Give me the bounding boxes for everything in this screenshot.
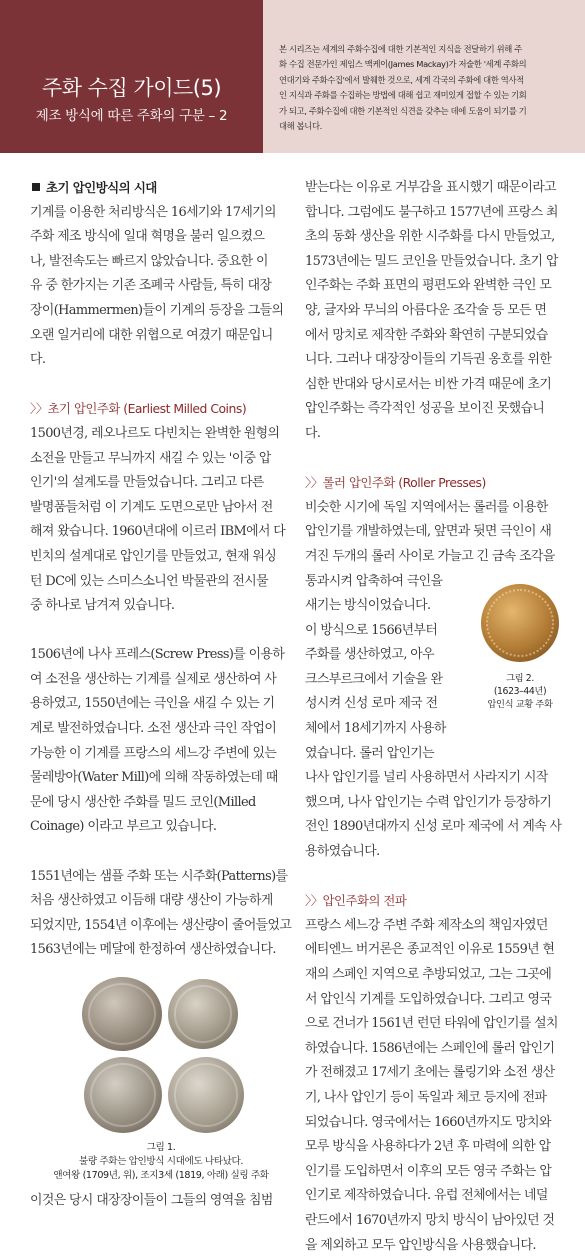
square-bullet-icon (32, 183, 40, 191)
intro-line: 연대기와 주화수집'에서 발췌한 것으로, 세계 각국의 주화에 대한 역사적 (279, 74, 524, 85)
intro-line: 가 되고, 주화수집에 대한 기본적인 식견을 갖추는 데에 도움이 되기를 기 (279, 105, 527, 116)
figure-1-coins (30, 971, 292, 1141)
paragraph: 프랑스 세느강 주변 주화 제작소의 책임자였던 에티엔느 버거론은 종교적인 이유로 1559년 현 재의 스페인 지역으로 추방되었고, 그는 그곳에 서 압인식 기계를 도입하였습니다. 그리고 영국 으로 건너가 1561년 런던 타워에 압인기를 설치 하였습니다. 1586년에는 스페인에 롤러 압인기 가 전해졌고 17세기 초에는 롤링기와 소전 생산 기, 나사 압인기 등이 독일과 체코 등지에 전파 되었습니다. 영국에서는 1660년까지도 망치와 모루 방식을 사용하다가 2년 후 마력에 의한 압 인기를 도입하면서 이후의 모든 영국 주화는 압 인기로 제작하였습니다. 유럽 전체에서는 네덜 란드에서 1670년까지 망치 방식이 남아있던 것 을 제외하고 모두 압인방식을 사용했습니다. (305, 917, 558, 1253)
paragraph: 나사 압인기를 널리 사용하면서 사라지기 시작 했으며, 나사 압인기는 수력 압인기가 등장하기 전인 1890년대까지 신성 로마 제국에 서 계속 사 용하였습니다. (305, 770, 562, 860)
series-intro (279, 42, 571, 134)
section-heading: 초기 압인방식의 시대 (30, 176, 292, 201)
coin-image (82, 977, 162, 1051)
intro-line: 인 지식과 주화를 수집하는 방법에 대해 쉽고 재미있게 접할 수 있는 기회 (279, 90, 527, 101)
intro-line: 화 수집 전문가인 제임스 맥케이(James Mackay)가 저술한 '세계 주화의 (279, 59, 527, 70)
paragraph: 통과시켜 압축하여 극인을 새기는 방식이었습니다. 이 방식으로 1566년부터 주화를 생산하였고, 아우 크스부르크에서 기술을 완 성시켜 신성 로마 제국 전 체에서 18세기까지 사용하 였습니다. 롤러 압인기는 (305, 573, 446, 761)
subsection-heading-spread: 〉〉압인주화의 전파 (305, 893, 407, 909)
intro-line: 대해 봅니다. (279, 121, 322, 132)
article-subtitle: 제조 방식에 따른 주화의 구분 – 2 (35, 108, 228, 124)
coin-image (84, 1057, 162, 1133)
subsection-heading-earliest-milled: 〉〉초기 압인주화 (Earliest Milled Coins) (30, 401, 247, 417)
paragraph: 1506년에 나사 프레스(Screw Press)를 이용하 여 소전을 생산하는 기계를 실제로 생산하여 사 용하였고, 1550년에는 극인을 새길 수 있는 기 계로 발전하였습니다. 소전 생산과 극인 작업이 가능한 이 기계를 프랑스의 세느강 주변에 있는 물레방아(Water Mill)에 의해 작동하였는데 때 문에 당시 생산한 주화를 밀드 코인(Milled Coinage) 이라고 부르고 있습니다. (30, 647, 285, 835)
paragraph: 비슷한 시기에 독일 지역에서는 롤러를 이용한 압인기를 개발하였는데, 앞면과 뒷면 극인이 새 겨진 두개의 롤러 사이로 가늘고 긴 금속 조각을 (305, 499, 555, 564)
subsection-heading-roller-presses: 〉〉롤러 압인주화 (Roller Presses) (305, 475, 486, 491)
intro-line: 본 시리즈는 세계의 주화수집에 대한 기본적인 지식을 전달하기 위해 주 (279, 44, 522, 54)
figure-1-caption: 그림 1. 불량 주화는 압인방식 시대에도 나타났다. 앤여왕 (1709년, 위), 조지3세 (1819, 아래) 실링 주화 (53, 1142, 269, 1181)
header-title-panel (0, 0, 263, 153)
paragraph: 이것은 당시 대장장이들이 그들의 영역을 침범 (30, 1193, 273, 1208)
coin-image (168, 1057, 244, 1133)
header-intro-panel (263, 0, 585, 153)
figure-2-caption: 그림 2. (1623–44년) 압인식 교황 주화 (487, 672, 553, 710)
article-title: 주화 수집 가이드(5) (41, 76, 222, 100)
right-column (305, 176, 567, 1258)
paragraph: 받는다는 이유로 거부감을 표시했기 때문이라고 합니다. 그럼에도 불구하고 1577년에 프랑스 최 초의 동화 생산을 위한 시주화를 다시 만들었고, 1573년에는 밀드 코인을 만들었습니다. 초기 압 인주화는 주화 표면의 평편도와 완벽한 극인 모 양, 글자와 무늬의 아름다운 조각술 등 모든 면 에서 망치로 제작한 주화와 확연히 구분되었습 니다. 그러나 대장장이들의 기득권 옹호를 위한 심한 반대와 당시로서는 비싼 가격 때문에 초기 압인주화는 즉각적인 성공을 보이진 못했습니 다. (305, 180, 558, 441)
papal-coin-image (481, 584, 559, 662)
paragraph: 기계를 이용한 처리방식은 16세기와 17세기의 주화 제조 방식에 일대 혁명을 불러 일으켰으 나, 발전속도는 빠르지 않았습니다. 중요한 이 유 중 한가지는 기존 조폐국 사람들, 특히 대장 장이(Hammermen)들이 기계의 등장을 그들의 오랜 일거리에 대한 위협으로 여겼기 때문입니 다. (30, 204, 284, 368)
paragraph: 1551년에는 샘플 주화 또는 시주화(Patterns)를 처음 생산하였고 이듬해 대량 생산이 가능하게 되었지만, 1554년 이후에는 생산량이 줄어들었고 1563년에는 메달에 한정하여 생산하였습니다. (30, 868, 292, 958)
paragraph: 1500년경, 레오나르도 다빈치는 완벽한 원형의 소전을 만들고 무늬까지 새길 수 있는 '이중 압 인기'의 설계도를 만들었습니다. 그리고 다른 발명품들처럼 이 기계도 도면으로만 남아서 전 해져 왔습니다. 1960년대에 이르러 IBM에서 다 빈치의 설계대로 압인기를 만들었고, 현재 워싱 턴 DC에 있는 스미스소니언 박물관의 전시물 중 하나로 남겨져 있습니다. (30, 425, 286, 614)
wrapped-block (305, 570, 567, 767)
left-column (30, 176, 292, 1214)
figure-2-coin (473, 584, 567, 711)
coin-image (168, 979, 238, 1049)
